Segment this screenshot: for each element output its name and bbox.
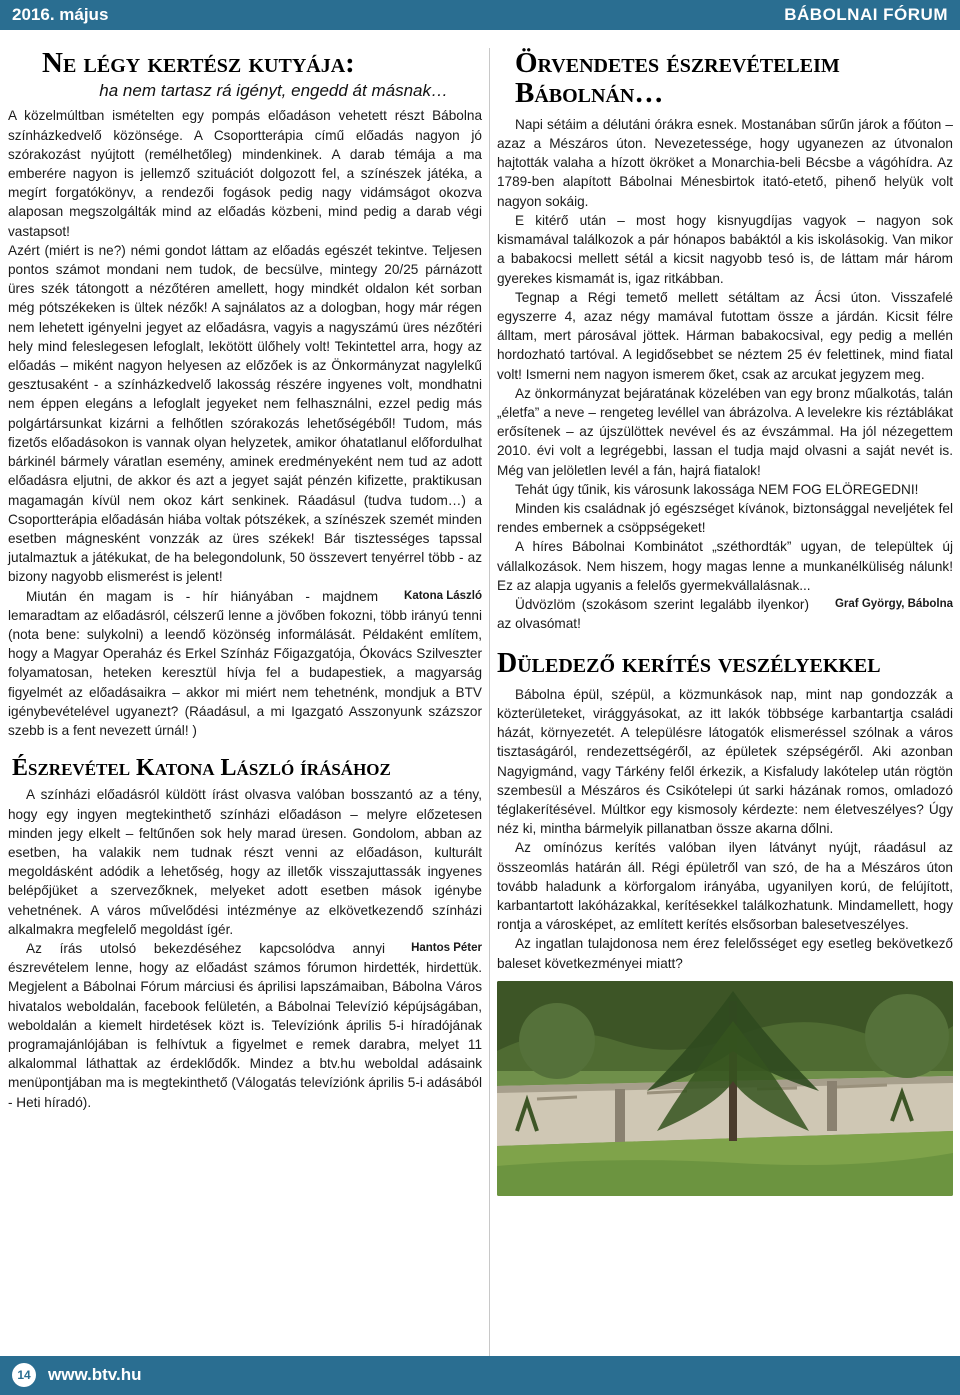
paragraph: A közelmúltban ismételten egy pompás előadáson vehetett részt Bábolna színházkedvelő közönsége. A Csoportterápia című előadás nagyon jó szórakozást nyújtott (remélhetőleg) mindenkinek. A darab témája a ma emberére nagyon is jellemző szituációt dolgozott fel, a színészek játéka, a megírt forgatókönyv, a rendezői fogások pedig nagy vidámságot okozva alaposan megszolgálták mind az előadás közbeni, mind pedig a darab végi vastapsot!: [8, 108, 482, 239]
paragraph: A színházi előadásról küldött írást olvasva valóban bosszantó az a tény, hogy egy ingyen megtekinthető színházi előadáson – melyre előzetesen minden jegy elkelt – feltűnően sok hely marad üresen. Gondolom, abban az esetben, ha valakik nem tudnak részt venni az előadáson, kulturált megoldásként adódik a lehetőség, hogy az illetők visszajuttassák ingyenes belépőjüket a szervezőknek, melyeket adott esetben mások igénybe vehetnének. A város művelődési intézménye az elkövetkezendő színházi alkalmakra megfelelő megoldást ígér.: [8, 787, 482, 937]
article-subtitle-kertesz: ha nem tartasz rá igényt, engedd át másnak…: [99, 81, 448, 101]
website-url[interactable]: www.btv.hu: [48, 1365, 142, 1384]
paragraph: Minden kis családnak jó egészséget kívánok, biztonsággal neveljétek fel rendes embernek a csöppségeket!: [497, 500, 953, 536]
paragraph: Az írás utolsó bekezdéséhez kapcsolódva annyi észrevételem lenne, hogy az előadást számos fórumon hirdették, hirdettük. Megjelent a Bábolnai Fórum márciusi és áprilisi lapszámaiban, Bábolna Város hivatalos weboldalán, facebook felületén, a Bábolnai Televízió képújságában, weboldalán a kiemelt hirdetések közt is. Televíziónk április 5-i híradójának programajánlójában is felhívtuk a figyelmet e remek darabra, melyet 11 alkalommal láthattak az érdeklődők. Mindez a btv.hu weboldal adásaink menüpontjában ma is megtekinthető (Válogatás televíziónk április 5-i adásából - Heti híradó).: [8, 940, 482, 1110]
column-divider: [489, 48, 490, 1356]
paragraph: E kitérő után – most hogy kisnyugdíjas vagyok – nagyon sok kismamával találkozok a pár hónapos babáktól a kis iskolásokig. Van mikor a babakocsi mellett sétál a kicsit nagyobb tesó is, de láttam már három gyerekes kismamát is, igaz ritkábban.: [497, 212, 953, 286]
paragraph: Azért (miért is ne?) némi gondot láttam az előadás egészét tekintve. Teljesen pontos számot mondani nem tudok, de becsülve, mintegy 20/25 párnázott üres szék tátongott a nézőtéren amellett, hogy mindkét oldalon két sorban még pótszékeken is ültek nézők! A sajnálatos az a dologban, hogy már régen nem lehetett igényelni jegyet az előadásra, vagyis a nagyszámú üres nézőtéri hely mind feleslegesen lefoglalt, lekötött ülőhely volt! Tekintettel arra, hogy az előadás – miként nagyon helyesen az előzőek is az Önkormányzat nagylelkű gesztusaként - a színházkedvelő lakosság részére ingyenes volt, mondhatni nem éppen elegáns a lefoglalt jegyeket nem felhasználni, ezzel pedig más polgártársunkat kizárni a felhőtlen szórakozás lehetőségéből! Tudom, más fizetős előadásokon is vannak olyan helyzetek, amikor óhatatlanul előfordulhat bárkinél bármely váratlan esemény, aminek eredményeként nem tud az adott előadásra eljutni, de akkor és azt a jegyet saját pénzén kifizette, praktikusan magamagán kívül nem okoz kárt senkinek. Ráadásul (tudva tudom…) a Csoportterápia előadásán hiába voltak pótszékek, a színészek szemét minden esetben mágnesként vonzzák az üres székek! Bár tisztességes tapssal jutalmaztuk a játékukat, de ha belegondolunk, 50 összevert tenyérrel több - az bizony nagyobb elismerést is jelent!: [8, 242, 482, 585]
article-body-eszrevetel: [8, 785, 482, 1111]
paragraph: Tegnap a Régi temető mellett sétáltam az Ácsi úton. Visszafelé egyszerre 4, azaz négy mamával futottam össze a járdán. Kicsit félre álltam, mert párosával jöttek. Hárman babakocsival, egy pedig a mellén hordozható tartóval. A legidősebbet se néztem 25 év felettinek, mind fiatal volt! Ismerni nem nagyon ismerem őket, csak az arcukat jegyzem meg.: [497, 289, 953, 382]
article-body-orvendetes: [497, 115, 953, 633]
paragraph: A híres Bábolnai Kombinátot „széthordták” ugyan, de települtek új vállalkozások. Nem hiszem, hogy magas lenne a munkanélküliség nálunk! Ez az alapja ugyanis a felelős gyermekvállalásnak...: [497, 539, 953, 593]
paragraph: Az ingatlan tulajdonosa nem érez felelősséget egy esetleg bekövetkező baleset következményei miatt?: [497, 936, 953, 971]
article-title-orvendetes: Örvendetes észrevételeim Bábolnán…: [515, 47, 840, 110]
article-signature: Katona László: [404, 589, 482, 602]
article-signature: Graf György, Bábolna: [834, 597, 953, 610]
paragraph: Üdvözlöm (szokásom szerint legalább ilyenkor) az olvasómat!: [497, 596, 809, 632]
left-column: [8, 48, 482, 1112]
page-number: 14: [12, 1363, 36, 1387]
article-title-kertesz: Ne légy kertész kutyája:: [42, 47, 355, 79]
article-body-kertesz: [8, 106, 482, 740]
right-column: [497, 48, 953, 1196]
publication-name: BÁBOLNAI FÓRUM: [784, 5, 948, 24]
paragraph: Az omínózus kerítés valóban ilyen látványt nyújt, ráadásul az összeomlás határán áll. Régi épületről van szó, de ha a Mészáros úton tovább haladunk a körforgalom irányába, ugyanilyen korú, de felújított, karbantartott lakóházakkal, kerítésekkel találkozhatunk. Mindamellett, hogy rontja a városképet, az említett kerítés elsősorban balesetveszélyes.: [497, 840, 953, 933]
paragraph: Tehát úgy tűnik, kis városunk lakossága NEM FOG ELÖREGEDNI!: [515, 481, 919, 497]
article-signature: Hantos Péter: [411, 941, 482, 954]
crumbling-wall-photo: [497, 981, 953, 1196]
footer-bar: [0, 1356, 960, 1395]
paragraph: Napi sétáim a délutáni órákra esnek. Mostanában sűrűn járok a főúton – azaz a Mészáros úton. Nevezetessége, hogy ugyanezen az útvonalon hajtották valaha a hízott ökröket a Monarchia-beli Bécsbe a vágóhídra. Az 1789-ben alapított Bábolnai Ménesbirtok itató-etető, pihenő helyük volt nagyon sokáig.: [497, 116, 953, 209]
top-header-bar: [0, 0, 960, 30]
article-body-duledezo: [497, 685, 953, 973]
article-title-eszrevetel: Észrevétel Katona László írásához: [12, 755, 391, 782]
article-title-duledezo: Düledező kerítés veszélyekkel: [497, 648, 881, 680]
paragraph: Bábolna épül, szépül, a közmunkások nap, mint nap gondozzák a közterületeket, virággyásokat, az itt lakók többsége karbantartja családi házát, környezetét. A településre látogatók elismeréssel szólnak a város tisztaságáról, rendezettségéről, az épületek szépségéről. Aki azonban Nagyigmánd, vagy Tárkény felől érkezik, a Kisfaludy lakótelep után rögtön szembesül a Mészáros és Csikótelepi út sarki házának romos, omladozó téglakerítésével. Múltkor egy kismosoly kérdezte: nem életveszélyes? Úgy néz ki, mintha bármelyik pillanatban össze akarna dőlni.: [497, 686, 953, 837]
paragraph: Az önkormányzat bejáratának közelében van egy bronz műalkotás, talán „életfa” a neve – rengeteg levéllel van ábrázolva. A levelekre kis réztáblákat erősítenek – az újszülöttek nevével és az évszámmal. Ha jól nézegettem 2010. évi volt a legrégebbi, lassan el tudja majd olvasni a saját nevét is. Még van jelöletlen levél a fán, hajrá fiatalok!: [497, 385, 953, 478]
paragraph: Miután én magam is - hír hiányában - majdnem lemaradtam az előadásról, célszerű lenne a jövőben fokozni, több irányú tenni (nota bene: sulykolni) a leendő közönség informálását. Példaként említem, hogy a Magyar Operaház és Erkel Színház Főigazgatója, Ókovács Szilveszter folyamatosan, heteken keresztül hívja fel a budapestiek, a magyarság figyelmét az előadásaikra – akkor mi miért nem tehetnénk, mondjuk a BTV igénybevételével ugyanezt? (Ráadásul, a mi Igazgató Asszonyunk százszor szebb is a fent nevezett úrnál! ): [8, 588, 482, 738]
issue-date: 2016. május: [12, 5, 109, 24]
